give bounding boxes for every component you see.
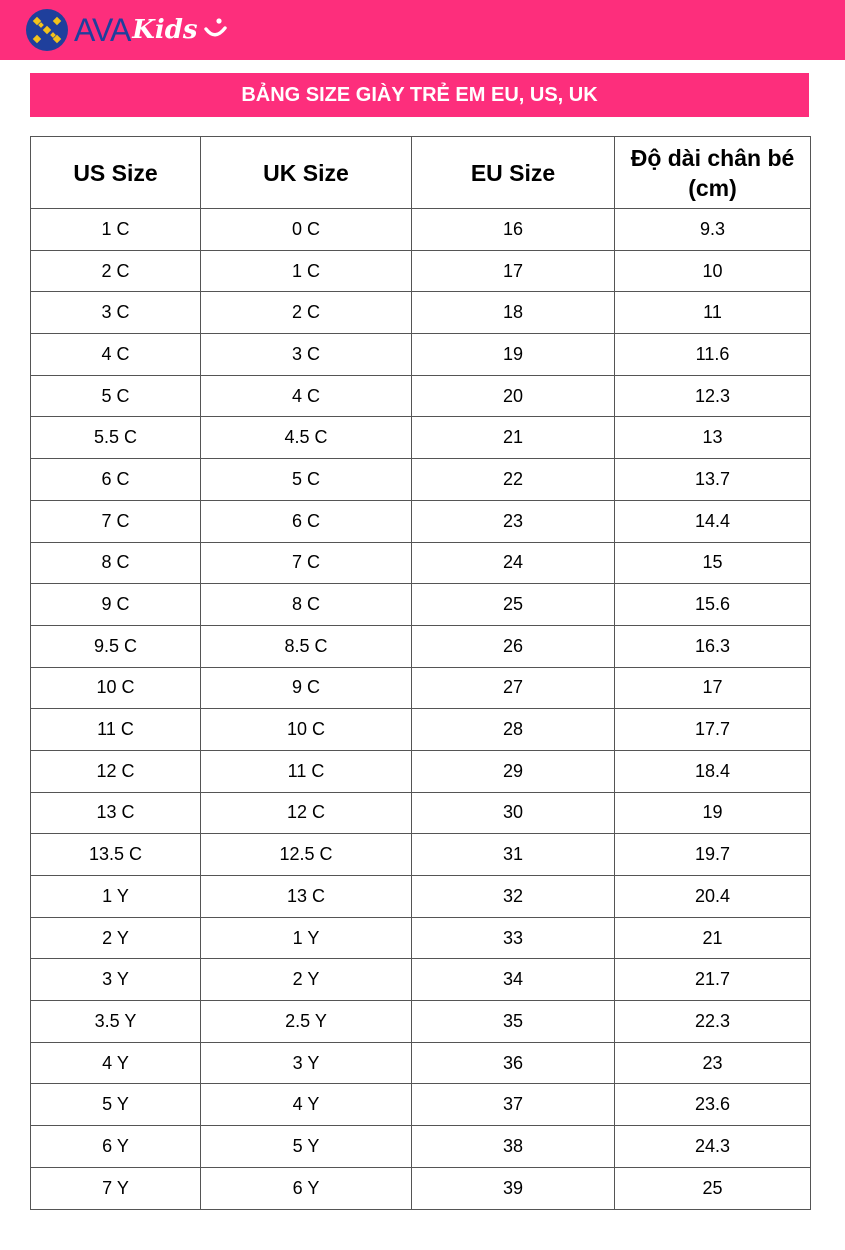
cell-eu-size: 27 — [412, 667, 615, 709]
table-row — [31, 750, 811, 792]
cell-uk-size: 12 C — [201, 792, 412, 834]
cell-us-size: 13 C — [31, 792, 201, 834]
cell-foot-length: 13 — [615, 417, 811, 459]
cell-eu-size: 18 — [412, 292, 615, 334]
size-table — [30, 136, 811, 1210]
page-title: BẢNG SIZE GIÀY TRẺ EM EU, US, UK — [241, 83, 598, 106]
ava-kids-logo-icon — [24, 7, 70, 53]
cell-uk-size: 1 C — [201, 250, 412, 292]
table-row — [31, 292, 811, 334]
cell-us-size: 11 C — [31, 709, 201, 751]
table-row — [31, 1126, 811, 1168]
table-row — [31, 250, 811, 292]
cell-foot-length: 17.7 — [615, 709, 811, 751]
cell-uk-size: 7 C — [201, 542, 412, 584]
cell-foot-length: 12.3 — [615, 375, 811, 417]
header-eu-size: EU Size — [412, 137, 615, 209]
cell-us-size: 2 Y — [31, 917, 201, 959]
cell-us-size: 4 Y — [31, 1042, 201, 1084]
cell-eu-size: 37 — [412, 1084, 615, 1126]
cell-foot-length: 16.3 — [615, 625, 811, 667]
cell-uk-size: 5 Y — [201, 1126, 412, 1168]
cell-eu-size: 30 — [412, 792, 615, 834]
cell-eu-size: 29 — [412, 750, 615, 792]
table-row — [31, 709, 811, 751]
header-bar — [0, 0, 845, 60]
cell-eu-size: 23 — [412, 500, 615, 542]
cell-us-size: 7 Y — [31, 1167, 201, 1209]
cell-us-size: 1 Y — [31, 876, 201, 918]
cell-uk-size: 6 Y — [201, 1167, 412, 1209]
header-foot-length: Độ dài chân bé (cm) — [615, 137, 811, 209]
cell-us-size: 5.5 C — [31, 417, 201, 459]
brand-logo[interactable] — [24, 7, 230, 53]
cell-eu-size: 19 — [412, 334, 615, 376]
table-row — [31, 417, 811, 459]
cell-eu-size: 32 — [412, 876, 615, 918]
cell-eu-size: 16 — [412, 209, 615, 251]
cell-uk-size: 2 Y — [201, 959, 412, 1001]
cell-us-size: 4 C — [31, 334, 201, 376]
smile-icon — [200, 13, 230, 43]
table-row — [31, 625, 811, 667]
cell-foot-length: 15.6 — [615, 584, 811, 626]
cell-eu-size: 20 — [412, 375, 615, 417]
brand-name-ava: AVA — [74, 12, 131, 48]
table-row — [31, 1167, 811, 1209]
cell-eu-size: 39 — [412, 1167, 615, 1209]
cell-uk-size: 5 C — [201, 459, 412, 501]
cell-uk-size: 4.5 C — [201, 417, 412, 459]
cell-foot-length: 23 — [615, 1042, 811, 1084]
cell-eu-size: 33 — [412, 917, 615, 959]
cell-eu-size: 21 — [412, 417, 615, 459]
cell-foot-length: 10 — [615, 250, 811, 292]
cell-uk-size: 8.5 C — [201, 625, 412, 667]
table-row — [31, 584, 811, 626]
cell-eu-size: 38 — [412, 1126, 615, 1168]
table-row — [31, 1084, 811, 1126]
cell-foot-length: 19 — [615, 792, 811, 834]
cell-us-size: 6 Y — [31, 1126, 201, 1168]
cell-foot-length: 21 — [615, 917, 811, 959]
header-us-size: US Size — [31, 137, 201, 209]
cell-uk-size: 13 C — [201, 876, 412, 918]
cell-us-size: 9 C — [31, 584, 201, 626]
cell-eu-size: 35 — [412, 1001, 615, 1043]
cell-uk-size: 3 Y — [201, 1042, 412, 1084]
table-row — [31, 792, 811, 834]
cell-foot-length: 21.7 — [615, 959, 811, 1001]
cell-foot-length: 20.4 — [615, 876, 811, 918]
cell-foot-length: 25 — [615, 1167, 811, 1209]
cell-eu-size: 24 — [412, 542, 615, 584]
cell-us-size: 12 C — [31, 750, 201, 792]
cell-foot-length: 24.3 — [615, 1126, 811, 1168]
cell-us-size: 3 Y — [31, 959, 201, 1001]
table-body — [31, 209, 811, 1210]
cell-us-size: 1 C — [31, 209, 201, 251]
cell-eu-size: 22 — [412, 459, 615, 501]
cell-foot-length: 17 — [615, 667, 811, 709]
cell-uk-size: 6 C — [201, 500, 412, 542]
cell-uk-size: 4 C — [201, 375, 412, 417]
table-row — [31, 459, 811, 501]
cell-us-size: 9.5 C — [31, 625, 201, 667]
cell-eu-size: 34 — [412, 959, 615, 1001]
cell-uk-size: 3 C — [201, 334, 412, 376]
cell-uk-size: 10 C — [201, 709, 412, 751]
cell-foot-length: 13.7 — [615, 459, 811, 501]
cell-us-size: 10 C — [31, 667, 201, 709]
cell-eu-size: 28 — [412, 709, 615, 751]
cell-foot-length: 19.7 — [615, 834, 811, 876]
table-row — [31, 876, 811, 918]
brand-name-kids: Kids — [132, 15, 198, 45]
cell-uk-size: 0 C — [201, 209, 412, 251]
cell-eu-size: 25 — [412, 584, 615, 626]
cell-eu-size: 26 — [412, 625, 615, 667]
cell-us-size: 3 C — [31, 292, 201, 334]
cell-foot-length: 11 — [615, 292, 811, 334]
cell-uk-size: 1 Y — [201, 917, 412, 959]
cell-eu-size: 36 — [412, 1042, 615, 1084]
table-row — [31, 1001, 811, 1043]
cell-uk-size: 2.5 Y — [201, 1001, 412, 1043]
table-row — [31, 542, 811, 584]
cell-us-size: 13.5 C — [31, 834, 201, 876]
cell-us-size: 8 C — [31, 542, 201, 584]
cell-us-size: 5 C — [31, 375, 201, 417]
cell-foot-length: 15 — [615, 542, 811, 584]
cell-us-size: 2 C — [31, 250, 201, 292]
cell-eu-size: 31 — [412, 834, 615, 876]
page-title-banner — [30, 73, 809, 117]
cell-us-size: 7 C — [31, 500, 201, 542]
cell-foot-length: 11.6 — [615, 334, 811, 376]
table-header-row — [31, 137, 811, 209]
cell-foot-length: 9.3 — [615, 209, 811, 251]
cell-us-size: 5 Y — [31, 1084, 201, 1126]
cell-eu-size: 17 — [412, 250, 615, 292]
table-row — [31, 959, 811, 1001]
cell-foot-length: 22.3 — [615, 1001, 811, 1043]
table-row — [31, 917, 811, 959]
table-row — [31, 834, 811, 876]
cell-uk-size: 8 C — [201, 584, 412, 626]
table-row — [31, 209, 811, 251]
cell-foot-length: 18.4 — [615, 750, 811, 792]
cell-uk-size: 4 Y — [201, 1084, 412, 1126]
header-uk-size: UK Size — [201, 137, 412, 209]
cell-foot-length: 14.4 — [615, 500, 811, 542]
cell-uk-size: 12.5 C — [201, 834, 412, 876]
cell-uk-size: 2 C — [201, 292, 412, 334]
table-row — [31, 667, 811, 709]
cell-uk-size: 11 C — [201, 750, 412, 792]
cell-uk-size: 9 C — [201, 667, 412, 709]
table-row — [31, 375, 811, 417]
table-row — [31, 1042, 811, 1084]
cell-us-size: 3.5 Y — [31, 1001, 201, 1043]
table-row — [31, 500, 811, 542]
table-row — [31, 334, 811, 376]
cell-foot-length: 23.6 — [615, 1084, 811, 1126]
cell-us-size: 6 C — [31, 459, 201, 501]
